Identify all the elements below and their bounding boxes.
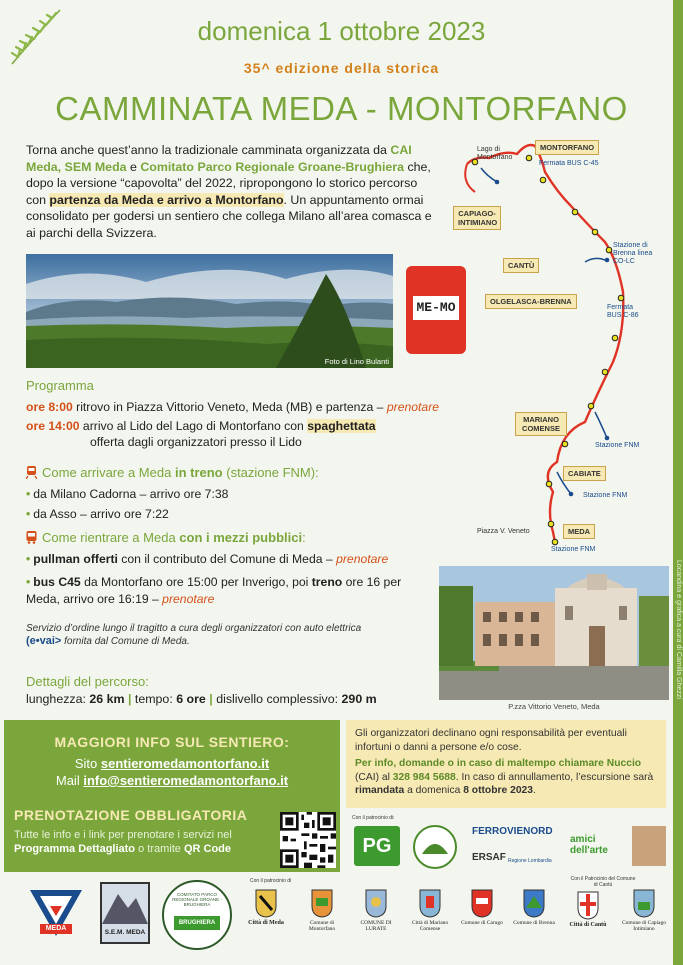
municipality-brenna — [512, 888, 556, 926]
info-heading: MAGGIORI INFO SUL SENTIERO: — [54, 734, 290, 750]
disclaimer-p2 — [355, 757, 657, 798]
pren-text-1: Tutte le info e i link per prenotare i servizi nel — [14, 829, 232, 841]
edition-line — [0, 60, 683, 76]
separator: | — [127, 692, 132, 706]
tempo-label: tempo: — [131, 692, 177, 706]
programma-row-1 — [26, 400, 439, 415]
cai-meda-text: MEDA — [45, 925, 67, 932]
disclaimer-text: . In caso di annullamento, l’escursione sarà — [455, 771, 654, 783]
programma-row-2b: offerta dagli organizzatori presso il Lido — [90, 435, 302, 449]
piazza-image — [439, 566, 669, 700]
map-text-c45: Fermata BUS C-45 — [539, 160, 599, 167]
municipality-name: Città di Cantù — [569, 922, 607, 928]
edition-number: 35 — [243, 60, 262, 76]
edition-text: edizione della storica — [270, 60, 440, 76]
intro-text: che, dopo la versione “capovolta” del 2022, ripropongono lo storico percorso con — [26, 159, 431, 207]
parco-valle-logo — [410, 824, 460, 870]
piazza-caption: P.zza Vittorio Veneto, Meda — [508, 702, 600, 711]
servizio-note — [26, 622, 421, 648]
brughiera-text: BRUGHIERA — [174, 916, 220, 930]
treno-item-text: da Asso – arrivo ore 7:22 — [33, 507, 169, 521]
map-text-fnm-1: Stazione FNM — [595, 442, 640, 449]
treno-item-2 — [26, 507, 169, 522]
panorama-image — [26, 254, 393, 368]
disclaimer-box — [346, 720, 666, 808]
disclaimer-contact: Per info, domande o in caso di maltempo chiamare Nuccio — [355, 758, 642, 769]
bullet: • — [26, 507, 31, 521]
map-label-cabiate: CABIATE — [563, 466, 606, 481]
ersaf-logo: ERSAF — [472, 852, 506, 863]
sem-meda-logo — [100, 882, 150, 944]
dettagli-line — [26, 692, 377, 706]
map-text-lago: Lago di Montorfano — [477, 146, 513, 161]
programma-time-2: ore 14:00 — [26, 419, 80, 433]
intro-text: Torna anche quest’anno la tradizionale camminata organizzata da — [26, 143, 391, 157]
disclaimer-text: . — [533, 785, 536, 796]
municipality-cantu — [566, 890, 610, 928]
patrocinio-label-2: Con il patrocinio di — [250, 878, 292, 884]
map-text-brenna: Stazione di Brenna linea CO-LC — [613, 242, 653, 265]
rientro-item-2-text: da Montorfano ore 15:00 per Inverigo, poi — [80, 575, 312, 589]
crest-icon — [364, 888, 388, 918]
qr-code[interactable] — [280, 812, 336, 868]
site-link[interactable]: sentieromedamontorfano.it — [100, 756, 270, 771]
crest-icon — [418, 888, 442, 918]
pg-logo-text: PG — [362, 835, 392, 857]
programma-dettagliato-link[interactable]: Programma Dettagliato — [14, 843, 136, 855]
map-text-fnm-3: Stazione FNM — [551, 546, 596, 553]
map-label-olgelasca: OLGELASCA-BRENNA — [485, 294, 577, 309]
side-strip — [673, 0, 683, 965]
piazza-photo — [439, 566, 669, 700]
separator: | — [209, 692, 213, 706]
bullet: • — [26, 575, 31, 589]
rientro-item-1 — [26, 552, 388, 567]
disclaimer-text: a domenica — [404, 785, 464, 796]
rientro-heading-a: Come rientrare a Meda — [42, 530, 180, 545]
intro-text: e — [126, 159, 141, 174]
crest-icon — [522, 888, 546, 918]
patrocinio-label-3: Con il Patrocinio del Comune di Cantù — [570, 876, 636, 888]
rientro-heading — [26, 530, 306, 545]
museo-logo — [632, 826, 666, 866]
crest-icon — [310, 888, 334, 918]
patrocinio-label: Con il patrocinio di: — [352, 815, 395, 821]
ferrovienord-logo: FERROVIENORD — [472, 826, 553, 837]
sem-meda-text: S.E.M. MEDA — [104, 929, 146, 936]
map-label-capiago: CAPIAGO-INTIMIANO — [453, 206, 501, 230]
disclaimer-rimandata: rimandata — [355, 785, 405, 796]
crest-icon — [470, 888, 494, 918]
dislivello-value: 290 m — [341, 692, 377, 706]
disclaimer-p1: Gli organizzatori declinano ogni responsabilità per eventuali infortuni o danni a persone e/o cose. — [355, 728, 627, 753]
rientro-heading-b: con i mezzi pubblici — [179, 530, 303, 545]
map-text-fnm-2: Stazione FNM — [583, 492, 628, 499]
map-text-c86: Fermata BUS C-86 — [607, 304, 639, 319]
info-mail-line — [4, 773, 340, 788]
bullet: • — [26, 552, 31, 566]
rientro-item-2-bold: bus C45 — [33, 575, 81, 589]
municipality-name: Comune di Capiago Intimiano — [622, 920, 666, 932]
programma-text-2: arrivo al Lido del Lago di Montorfano con — [79, 419, 308, 433]
intro-org-parco: Comitato Parco Regionale Groane-Brughiera — [140, 159, 405, 174]
parco-groane-text: COMITATO PARCO REGIONALE GROANE - BRUGHIERA — [172, 892, 222, 907]
page-title: CAMMINATA MEDA - MONTORFANO — [55, 90, 628, 127]
municipality-name: Città di Meda — [248, 920, 284, 926]
municipality-lurate — [354, 888, 398, 932]
cai-meda-logo — [26, 884, 86, 940]
intro-paragraph — [26, 142, 436, 241]
lunghezza-value: 26 km — [89, 692, 125, 706]
tempo-value: 6 ore — [176, 692, 206, 706]
dettagli-heading: Dettagli del percorso: — [26, 674, 149, 689]
intro-text: . Un appuntamento ormai consolidato per godersi un sentiero che collega Milano all’area comasca e ai parchi della Svizzera. — [26, 192, 432, 240]
prenotare-link-2[interactable]: prenotare — [336, 552, 389, 566]
treno-item-text: da Milano Cadorna – arrivo ore 7:38 — [33, 487, 229, 501]
prenotare-link-3[interactable]: prenotare — [162, 592, 215, 606]
dislivello-label: dislivello complessivo: — [212, 692, 342, 706]
crest-icon — [576, 890, 600, 920]
prenotare-link-1[interactable]: prenotare — [386, 400, 440, 414]
municipality-name: Città di Mariano Comense — [411, 920, 449, 932]
rientro-heading-c: : — [302, 530, 306, 545]
intro-highlight: partenza da Meda e arrivo a Montorfano — [49, 192, 284, 207]
map-text-piazza: Piazza V. Veneto — [477, 528, 530, 535]
crest-icon — [632, 888, 656, 918]
programma-text-1: ritrovo in Piazza Vittorio Veneto, Meda (MB) e partenza – — [72, 400, 387, 414]
phone-number[interactable]: 328 984 5688 — [392, 771, 456, 783]
municipality-montorfano — [300, 888, 344, 932]
treno-heading — [26, 465, 319, 480]
amici-arte-logo: amici dell'arte — [570, 834, 608, 856]
event-date: domenica 1 ottobre 2023 — [197, 16, 486, 46]
servizio-text-2: fornita dal Comune di Meda. — [61, 636, 190, 647]
treno-heading-b: in treno — [174, 465, 223, 480]
route-map — [445, 132, 673, 562]
disclaimer-date: 8 ottobre 2023 — [463, 785, 534, 796]
rientro-item-2-bold2: treno — [311, 575, 343, 589]
map-label-meda: MEDA — [563, 524, 595, 539]
side-credit: Locandina e grafica a cura di Camilla Ghezzi — [675, 560, 682, 699]
lombardia-logo: Regione Lombardia — [508, 858, 552, 864]
rientro-item-1-bold: pullman offerti — [33, 552, 118, 566]
treno-heading-a: Come arrivare a Meda — [42, 465, 175, 480]
edition-sup: ^ — [261, 60, 271, 76]
intro-org-cai: CAI Meda, SEM Meda — [26, 143, 412, 174]
municipality-name: Comune di Brenna — [513, 920, 555, 926]
photo-credit: Foto di Lino Bulanti — [324, 357, 389, 366]
info-site-line — [4, 756, 340, 771]
rientro-item-2-text2: ore 16 per Meda, arrivo ore 16:19 – — [26, 575, 402, 606]
map-label-cantu: CANTÙ — [503, 258, 539, 273]
route-map-drawing — [445, 132, 673, 562]
municipality-name: COMUNE DI LURATE — [360, 920, 392, 932]
crest-icon — [254, 888, 278, 918]
lunghezza-label: lunghezza: — [26, 692, 90, 706]
pg-logo — [354, 826, 400, 866]
mail-label: Mail — [55, 773, 84, 788]
municipality-name: Comune di Carugo — [461, 920, 503, 926]
treno-heading-c: (stazione FNM): — [222, 465, 319, 480]
meme-sign-text: ME-MO — [413, 296, 459, 320]
train-icon — [26, 466, 37, 479]
prenotazione-heading: PRENOTAZIONE OBBLIGATORIA — [14, 807, 248, 823]
bullet: • — [26, 487, 31, 501]
map-label-montorfano: MONTORFANO — [535, 140, 599, 155]
disclaimer-text: (CAI) al — [355, 771, 393, 783]
programma-time-1: ore 8:00 — [26, 400, 73, 414]
map-label-mariano: MARIANO COMENSE — [515, 412, 567, 436]
pren-text-2: o tramite — [135, 843, 184, 855]
mountain-icon — [102, 884, 148, 924]
treno-item-1 — [26, 487, 228, 502]
municipality-meda — [244, 888, 288, 926]
bus-icon — [26, 531, 37, 544]
spaghettata-highlight: spaghettata — [307, 419, 376, 433]
prenotazione-text — [14, 828, 274, 856]
panorama-photo — [26, 254, 393, 368]
parco-groane-logo — [162, 880, 232, 950]
servizio-text-1: Servizio d’ordine lungo il tragitto a cura degli organizzatori con auto elettrica — [26, 623, 362, 634]
qr-code-label: QR Code — [183, 843, 231, 855]
rientro-item-1-text: con il contributo del Comune di Meda – — [117, 552, 337, 566]
site-label: Sito — [74, 756, 101, 771]
mail-link[interactable]: info@sentieromedamontorfano.it — [83, 773, 289, 788]
municipality-carugo — [460, 888, 504, 926]
programma-row-2 — [26, 419, 376, 434]
programma-heading: Programma — [26, 378, 94, 393]
municipality-name: Comune di Montorfano — [308, 920, 336, 932]
municipality-mariano — [408, 888, 452, 932]
municipality-capiago — [622, 888, 666, 932]
evai-logo: (e•vai> — [26, 635, 62, 647]
rientro-item-2 — [26, 574, 436, 608]
